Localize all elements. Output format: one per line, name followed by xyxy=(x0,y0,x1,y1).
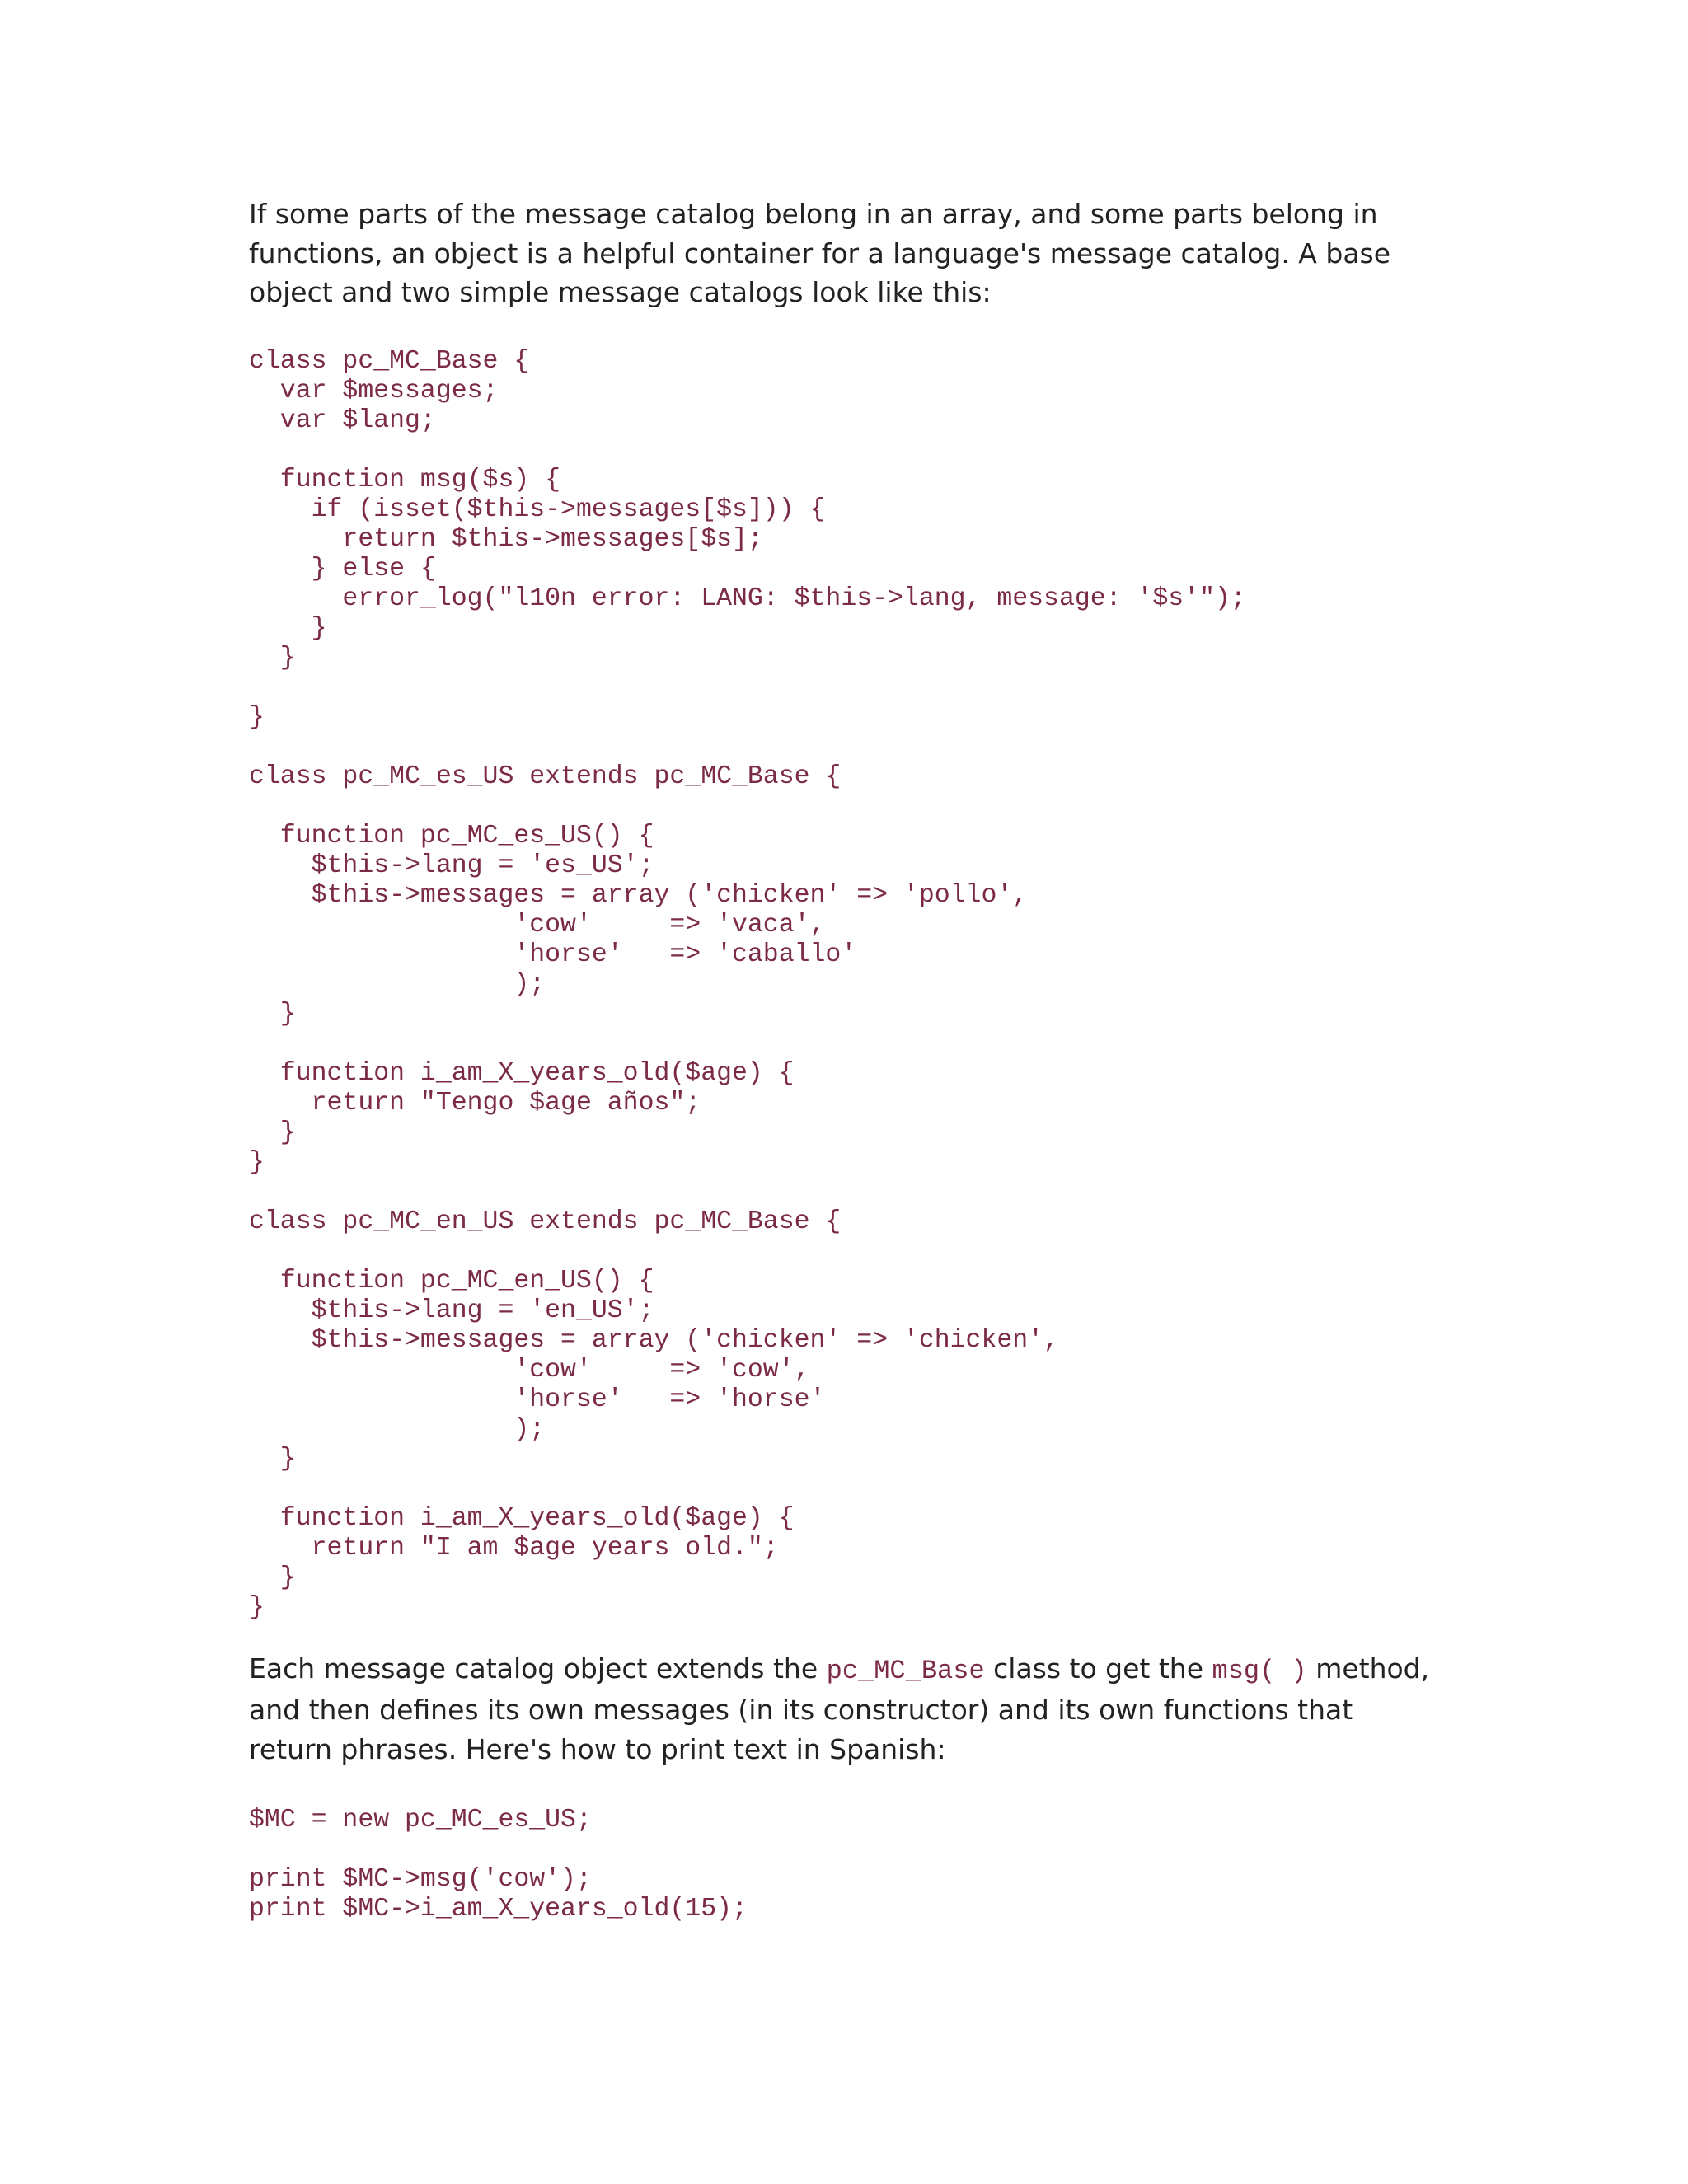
code-line xyxy=(249,792,1436,822)
inline-code-msg-method: msg( ) xyxy=(1212,1655,1307,1686)
code-line: class pc_MC_Base { xyxy=(249,346,530,376)
code-line xyxy=(249,1178,1436,1207)
code-line: } else { xyxy=(249,554,436,583)
code-line: class pc_MC_en_US extends pc_MC_Base { xyxy=(249,1207,842,1236)
code-line xyxy=(249,1474,1436,1504)
code-line: var $lang; xyxy=(249,405,436,435)
code-line: class pc_MC_es_US extends pc_MC_Base { xyxy=(249,762,842,791)
inline-code-base-class: pc_MC_Base xyxy=(826,1655,985,1686)
code-line: } xyxy=(249,1444,296,1474)
code-line: if (isset($this->messages[$s])) { xyxy=(249,494,826,524)
code-line: function i_am_X_years_old($age) { xyxy=(249,1058,795,1088)
code-line: } xyxy=(249,613,327,643)
code-line: 'cow' => 'vaca', xyxy=(249,910,826,940)
code-line: var $messages; xyxy=(249,376,499,405)
code-line: error_log("l10n error: LANG: $this->lang, message: '$s'"); xyxy=(249,583,1246,613)
code-line: } xyxy=(249,1118,296,1147)
code-line: print $MC->msg('cow'); xyxy=(249,1865,592,1894)
code-block-usage xyxy=(249,1806,1436,1924)
code-line: } xyxy=(249,1592,265,1622)
code-line: 'horse' => 'caballo' xyxy=(249,940,857,969)
explain-paragraph xyxy=(249,1649,1436,1769)
explain-text-1: Each message catalog object extends the xyxy=(249,1652,827,1685)
code-line: function pc_MC_es_US() { xyxy=(249,821,654,851)
code-line: 'cow' => 'cow', xyxy=(249,1355,810,1385)
code-line: function i_am_X_years_old($age) { xyxy=(249,1503,795,1533)
code-line: } xyxy=(249,1563,296,1592)
code-line: function pc_MC_en_US() { xyxy=(249,1266,654,1296)
code-line xyxy=(249,1029,1436,1059)
code-line: } xyxy=(249,643,296,673)
code-line: 'horse' => 'horse' xyxy=(249,1385,826,1414)
code-line: return $this->messages[$s]; xyxy=(249,524,763,554)
code-line xyxy=(249,436,1436,466)
explain-text-2: class to get the xyxy=(984,1652,1212,1685)
code-line: ); xyxy=(249,969,546,999)
code-line xyxy=(249,733,1436,762)
code-line: } xyxy=(249,999,296,1029)
intro-paragraph: If some parts of the message catalog belong in an array, and some parts belong in functions, an object is a helpful container for a language's message catalog. A base object and two simple message catalogs look like this: xyxy=(249,198,1391,308)
code-line: return "I am $age years old."; xyxy=(249,1533,779,1563)
code-line: } xyxy=(249,1147,265,1177)
code-line: print $MC->i_am_X_years_old(15); xyxy=(249,1895,748,1924)
code-block-classes xyxy=(249,347,1436,1623)
code-line xyxy=(249,673,1436,703)
code-line: ); xyxy=(249,1414,546,1444)
code-line: $this->messages = array ('chicken' => 'chicken', xyxy=(249,1325,1059,1355)
code-line: function msg($s) { xyxy=(249,465,561,494)
explain-text-3: method, and then defines its own messages (in its constructor) and its own functions that return phrases. Here's how to print text in Spanish: xyxy=(249,1652,1430,1765)
code-line xyxy=(249,1237,1436,1267)
code-line xyxy=(249,1835,1436,1865)
code-line: } xyxy=(249,702,265,732)
code-line: $this->messages = array ('chicken' => 'pollo', xyxy=(249,880,1029,910)
document-page xyxy=(249,194,1436,1924)
code-line: $this->lang = 'en_US'; xyxy=(249,1296,654,1325)
code-line: $MC = new pc_MC_es_US; xyxy=(249,1806,592,1835)
code-line: $this->lang = 'es_US'; xyxy=(249,851,654,880)
code-line: return "Tengo $age años"; xyxy=(249,1088,701,1118)
